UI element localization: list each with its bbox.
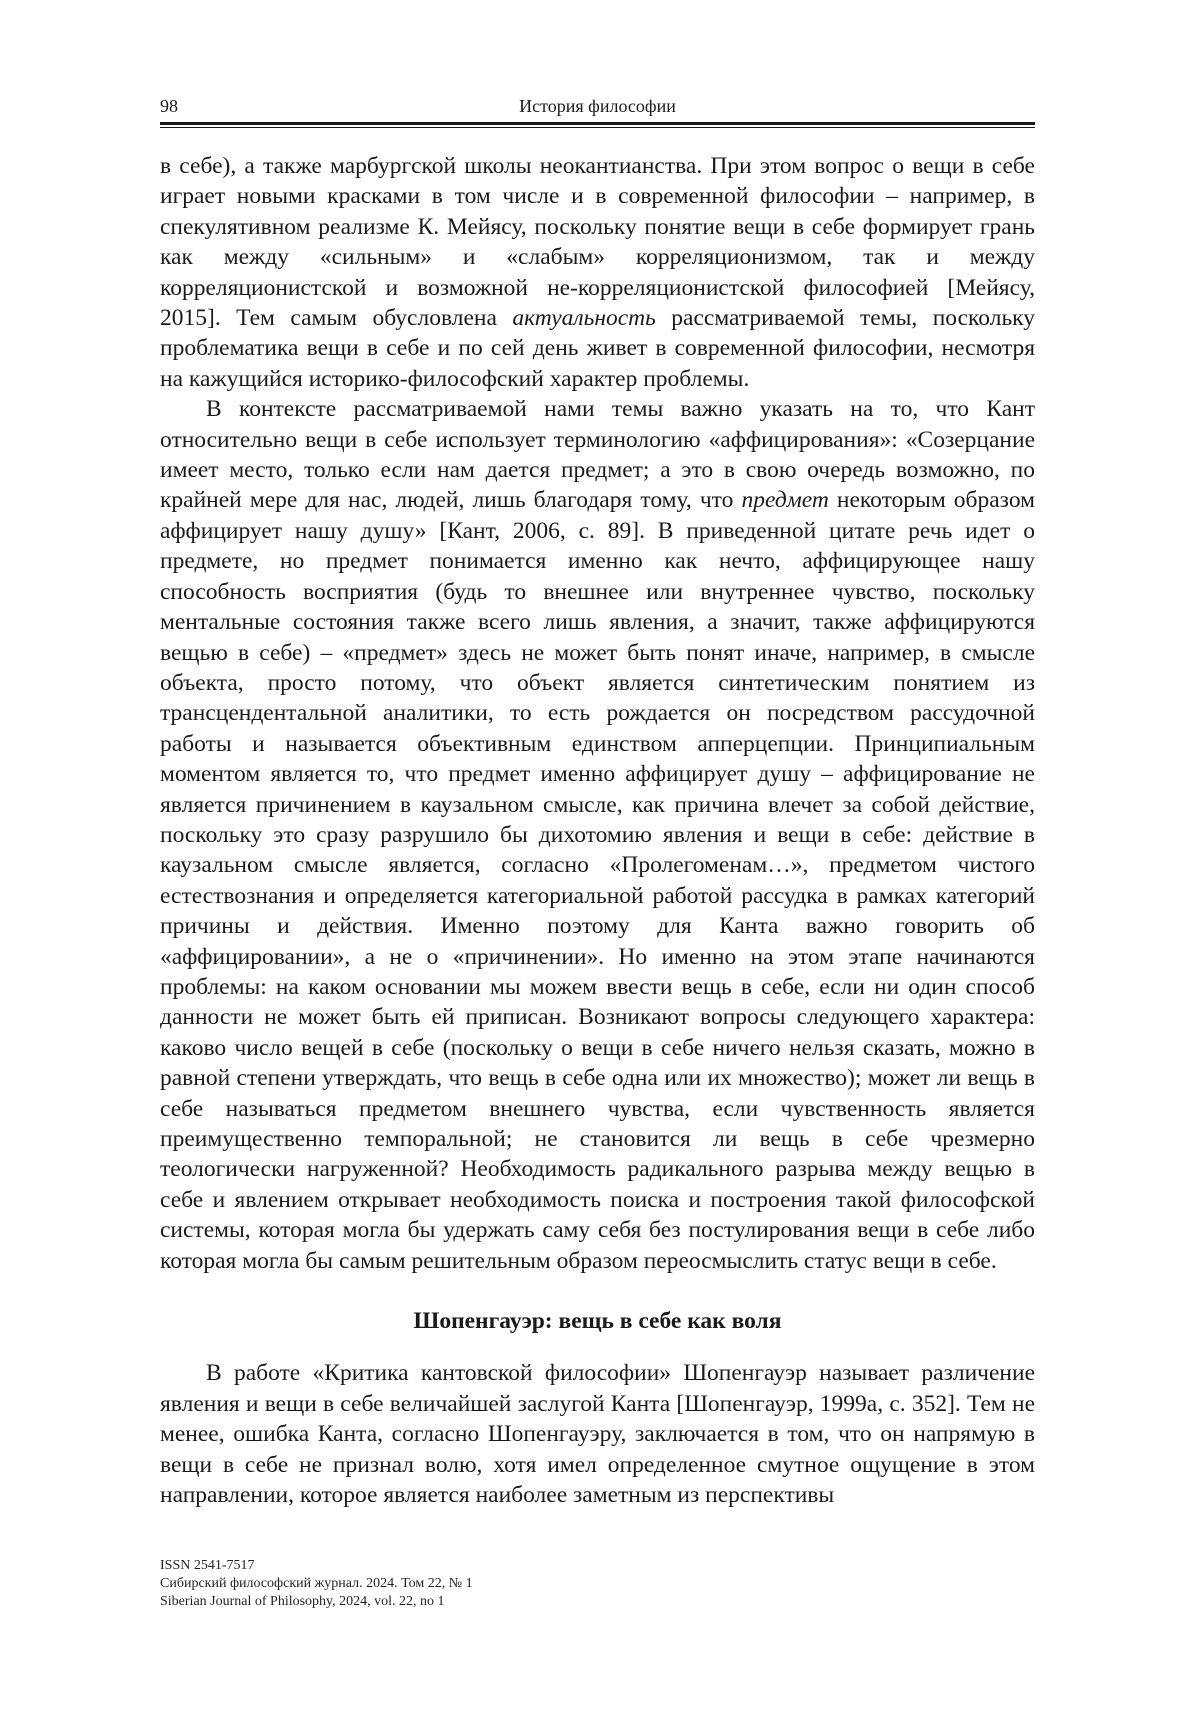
section-heading: Шопенгауэр: вещь в себе как воля (413, 1308, 782, 1335)
page-header (160, 96, 1035, 120)
paragraph-2 (160, 394, 1035, 1276)
page-footer (160, 1557, 1035, 1611)
paragraph-1-text-a: в себе), а также марбургской школы неокантианства. При этом вопрос о вещи в себе играет новыми красками в том числе и в современной философии – например, в спекулятивном реализме К. Мейясу, поскольку понятие вещи в себе формирует грань как между «сильным» и «слабым» корреляционизмом, так и между корреляционистской и возможной не-корреляционистской философией [Мейясу, 2015]. Тем самым обусловлена (160, 153, 1035, 332)
paragraph-2-text-b: некоторым образом аффицирует нашу душу» [Кант, 2006, с. 89]. В приведенной цитате речь идет о предмете, но предмет понимается именно как нечто, аффицирующее нашу способность восприятия (будь то внешнее или внутреннее чувство, поскольку ментальные состояния также всего лишь явления, а значит, также аффицируются вещью в себе) – «предмет» здесь не может быть понят иначе, например, в смысле объекта, просто потому, что объект является синтетическим понятием из трансцендентальной аналитики, то есть рождается он посредством рассудочной работы и называется объективным единством апперцепции. Принципиальным моментом является то, что предмет именно аффицирует душу – аффицирование не является причинением в каузальном смысле, как причина влечет за собой действие, поскольку это сразу разрушило бы дихотомию явления и вещи в себе: действие в каузальном смысле является, согласно «Пролегоменам…», предметом чистого естествознания и определяется категориальной работой рассудка в рамках категорий причины и действия. Именно поэтому для Канта важно говорить об «аффицировании», а не о «причинении». Но именно на этом этапе начинаются проблемы: на каком основании мы можем ввести вещь в себе, если ни один способ данности не может быть ей приписан. Возникают вопросы следующего характера: каково число вещей в себе (поскольку о вещи в себе ничего нельзя сказать, можно в равной степени утверждать, что вещь в себе одна или их множество); может ли вещь в себе называться предметом внешнего чувства, если чувственность является преимущественно темпоральной; не становится ли вещь в себе чрезмерно теологически нагруженной? Необходимость радикального разрыва между вещью в себе и явлением открывает необходимость поиска и построения такой философской системы, которая могла бы удержать саму себя без постулирования вещи в себе либо которая могла бы самым решительным образом переосмыслить статус вещи в себе. (160, 487, 1035, 1274)
footer-journal-en: Siberian Journal of Philosophy, 2024, vol. 22, no 1 (160, 1594, 445, 1609)
footer-journal-ru: Сибирский философский журнал. 2024. Том 22, № 1 (160, 1576, 473, 1591)
page-number: 98 (160, 96, 178, 116)
header-rule-thin (160, 127, 1035, 128)
paragraph-3: В работе «Критика кантовской философии» Шопенгауэр называет различение явления и вещи в себе величайшей заслугой Канта [Шопенгауэр, 1999а, с. 352]. Тем не менее, ошибка Канта, согласно Шопенгауэру, заключается в том, что он напрямую в вещи в себе не признал волю, хотя имел определенное смутное ощущение в этом направлении, которое является наиболее заметным из перспективы (160, 1360, 1035, 1509)
running-title: История философии (519, 96, 676, 116)
paragraph-2-emphasis: предмет (741, 487, 829, 514)
paragraph-1-text-b: рассматриваемой темы, поскольку проблематика вещи в себе и по сей день живет в современной философии, несмотря на кажущийся историко-философский характер проблемы. (160, 305, 1036, 392)
header-rule-thick (160, 122, 1035, 125)
article-body (160, 151, 1035, 1510)
paragraph-1 (160, 151, 1035, 394)
journal-page (160, 0, 1035, 1729)
footer-issn: ISSN 2541-7517 (160, 1558, 255, 1573)
paragraph-2-text-a: В контексте рассматриваемой нами темы важно указать на то, что Кант относительно вещи в себе использует терминологию «аффицирования»: «Созерцание имеет место, только если нам дается предмет; а это в свою очередь возможно, по крайней мере для нас, людей, лишь благодаря тому, что (160, 396, 1035, 514)
paragraph-1-emphasis: актуальность (512, 305, 656, 332)
